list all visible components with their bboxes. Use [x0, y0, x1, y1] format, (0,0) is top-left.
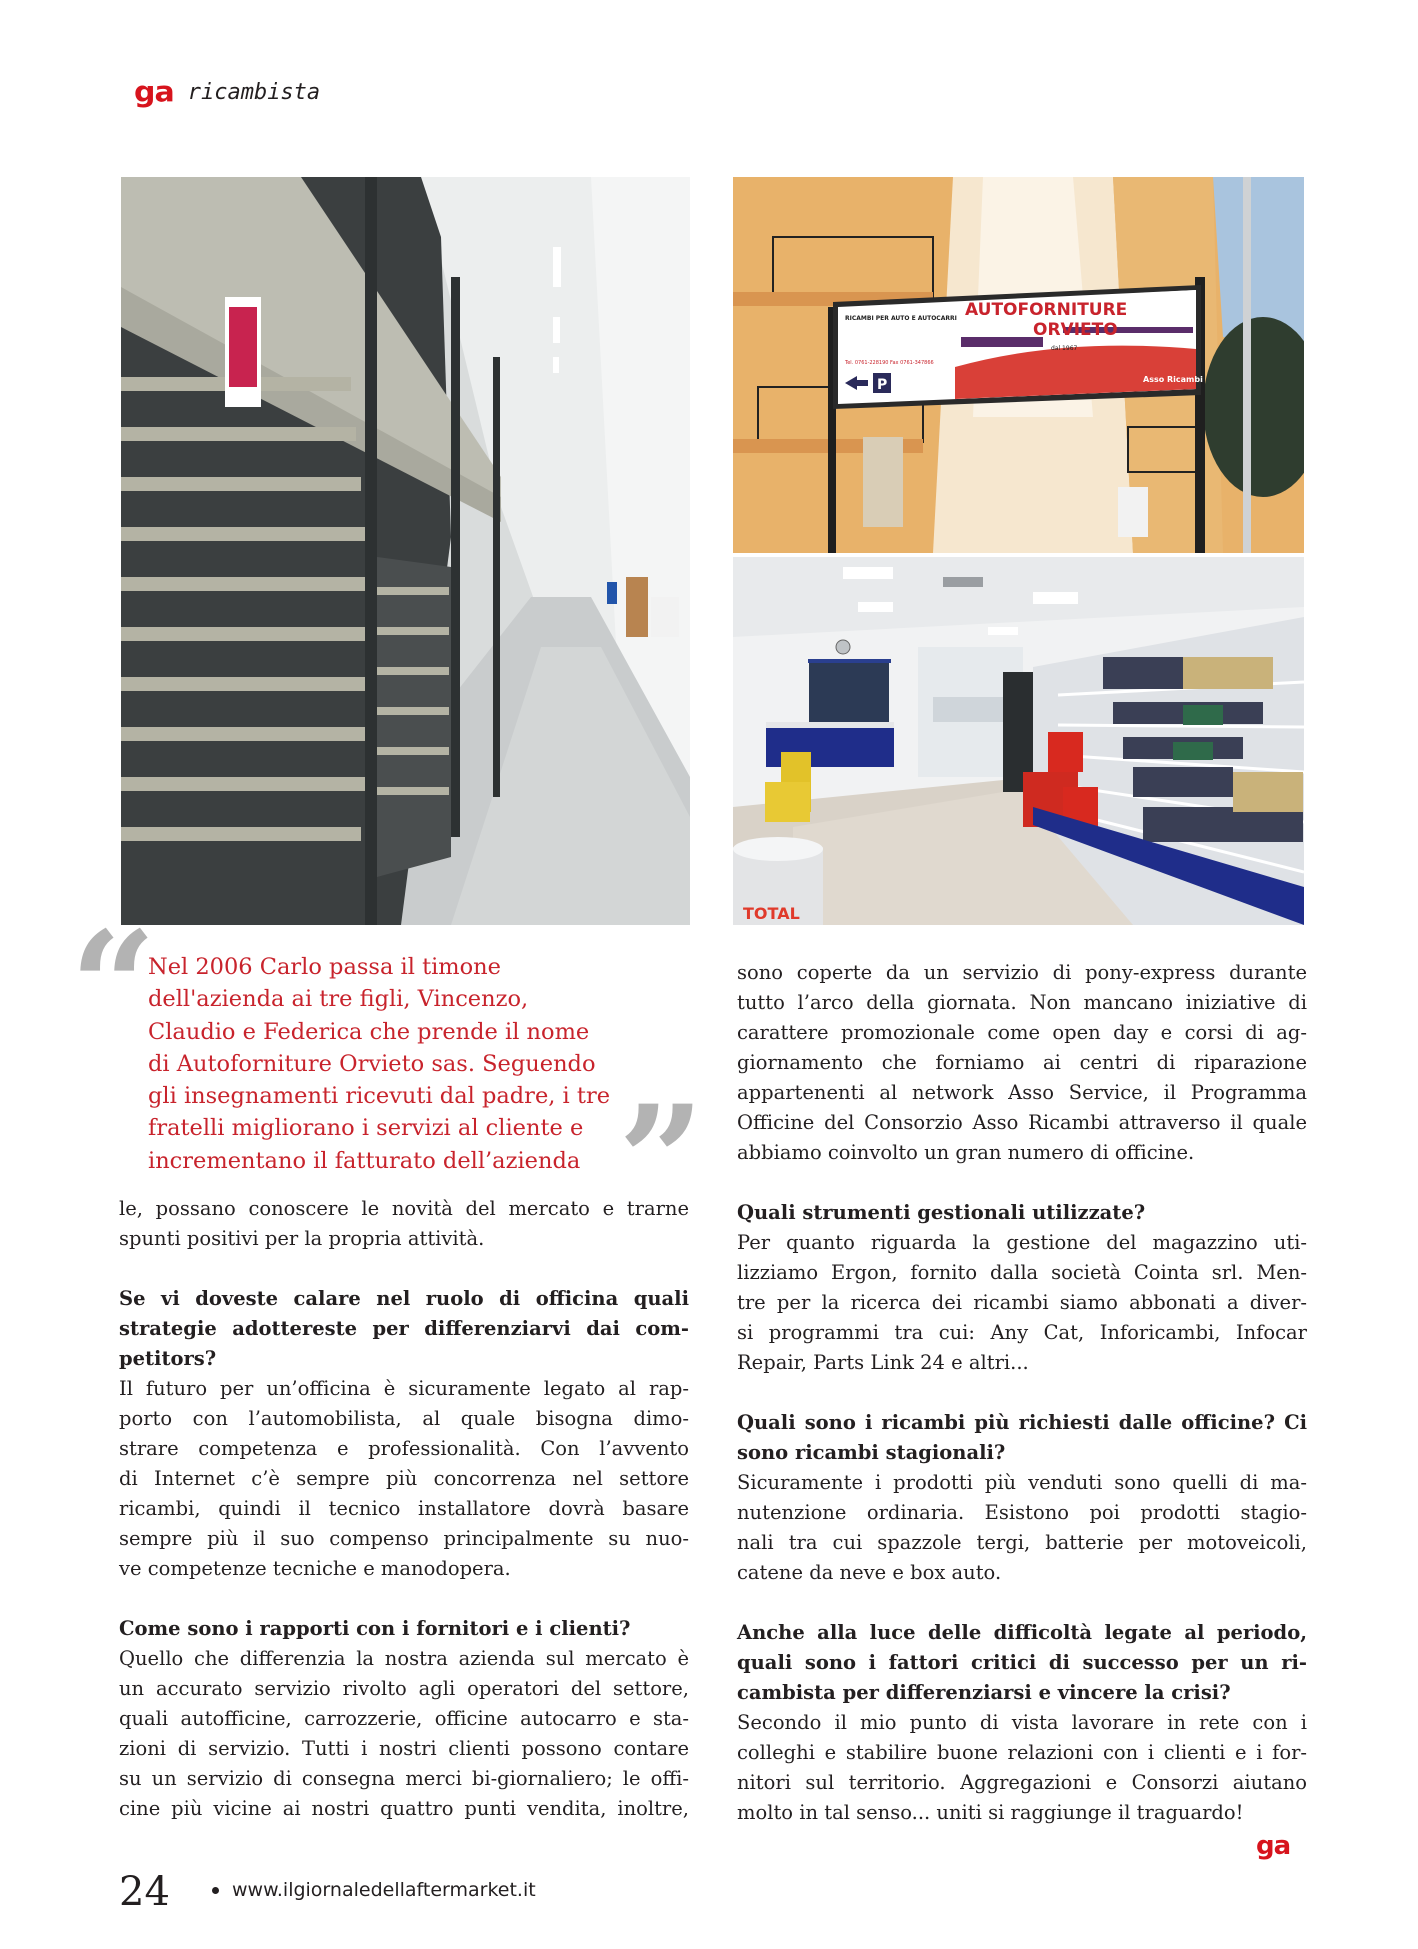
text-line: molto in tal senso... uniti si raggiunge il traguardo!	[737, 1801, 1244, 1824]
interview-answer	[737, 1468, 1307, 1588]
interview-answer	[737, 1708, 1307, 1828]
text-line: Quello che differenzia la nostra azienda sul mercato è	[119, 1647, 689, 1670]
question-line: Quali sono i ricambi più richiesti dalle officine? Ci	[737, 1411, 1307, 1434]
warehouse-photo	[121, 177, 690, 925]
text-line: porto con l’automobilista, al quale bisogna dimo-	[119, 1407, 689, 1430]
question-line: strategie adottereste per differenziarvi dai com-	[119, 1317, 689, 1340]
question-line: quali sono i fattori critici di successo per un ri-	[737, 1651, 1307, 1674]
text-line: colleghi e stabilire buone relazioni con i clienti e i for-	[737, 1741, 1307, 1764]
article-column-right	[737, 958, 1307, 1828]
interview-question	[119, 1614, 689, 1644]
question-line: cambista per differenziarsi e vincere la crisi?	[737, 1681, 1231, 1704]
interview-answer	[119, 1644, 689, 1824]
end-of-article-logo: ga	[1256, 1831, 1291, 1861]
open-quote-mark: “	[70, 899, 157, 1075]
interview-question	[737, 1408, 1307, 1468]
text-line: Per quanto riguarda la gestione del magazzino uti-	[737, 1231, 1307, 1254]
pull-quote-line: Nel 2006 Carlo passa il timone	[148, 954, 501, 980]
sign-network: Asso Ricambi	[1143, 375, 1203, 384]
text-line: quali autofficine, carrozzerie, officine autocarro e sta-	[119, 1707, 689, 1730]
text-line: nali tra cui spazzole tergi, batterie per motoveicoli,	[737, 1531, 1307, 1554]
text-line: nutenzione ordinaria. Esistono poi prodotti stagio-	[737, 1501, 1307, 1524]
sign-since: dal 1967	[1051, 345, 1078, 352]
sign-brand-line1: AUTOFORNITURE	[965, 300, 1128, 320]
storefront-sign-photo	[733, 177, 1304, 553]
pull-quote-line: fratelli migliorano i servizi al cliente e	[148, 1115, 584, 1142]
text-line: Officine del Consorzio Asso Ricambi attraverso il quale	[737, 1111, 1307, 1134]
sign-brand-line2: ORVIETO	[1033, 320, 1118, 340]
website-link[interactable]: www.ilgiornaledellaftermarket.it	[232, 1879, 536, 1901]
interview-question	[737, 1198, 1307, 1228]
text-line: tutto l’arco della giornata. Non mancano iniziative di	[737, 991, 1307, 1014]
text-line: lizziamo Ergon, fornito dalla società Cointa srl. Men-	[737, 1261, 1307, 1284]
text-line: giornamento che forniamo ai centri di riparazione	[737, 1051, 1307, 1074]
text-line: sempre più il suo compenso principalmente su nuo-	[119, 1527, 689, 1550]
pull-quote-line: gli insegnamenti ricevuti dal padre, i tre	[148, 1083, 611, 1110]
text-line: ricambi, quindi il tecnico installatore dovrà basare	[119, 1497, 689, 1520]
close-quote-mark: ”	[618, 1073, 705, 1249]
text-line: catene da neve e box auto.	[737, 1561, 1002, 1584]
text-line: un accurato servizio rivolto agli operatori del settore,	[119, 1677, 689, 1700]
text-line: carattere promozionale come open day e corsi di ag-	[737, 1021, 1307, 1044]
pull-quote-line: di Autoforniture Orvieto sas. Seguendo	[148, 1050, 596, 1077]
interview-question	[737, 1618, 1307, 1708]
magazine-logo: ga	[134, 75, 174, 110]
text-line: di Internet c’è sempre più concorrenza nel settore	[119, 1467, 689, 1490]
store-interior-photo	[733, 557, 1304, 925]
text-line: appartenenti al network Asso Service, il Programma	[737, 1081, 1307, 1104]
question-line: petitors?	[119, 1347, 217, 1370]
sign-left-title: RICAMBI PER AUTO E AUTOCARRI	[845, 315, 957, 322]
bullet-separator	[212, 1887, 219, 1894]
question-line: Quali strumenti gestionali utilizzate?	[737, 1201, 1146, 1224]
text-line: spunti positivi per la propria attività.	[119, 1227, 485, 1250]
question-line: Come sono i rapporti con i fornitori e i clienti?	[119, 1617, 631, 1640]
text-line: su un servizio di consegna merci bi-giornaliero; le offi-	[119, 1767, 689, 1790]
continued-paragraph	[737, 958, 1307, 1168]
text-line: zioni di servizio. Tutti i nostri clienti possono contare	[119, 1737, 689, 1760]
text-line: abbiamo coinvolto un gran numero di officine.	[737, 1141, 1195, 1164]
text-line: nitori sul territorio. Aggregazioni e Consorzi aiutano	[737, 1771, 1307, 1794]
text-line: Repair, Parts Link 24 e altri...	[737, 1351, 1029, 1374]
intro-paragraph	[119, 1194, 689, 1254]
question-line: Se vi doveste calare nel ruolo di officina quali	[119, 1287, 689, 1310]
section-title: ricambista	[187, 80, 321, 105]
text-line: cine più vicine ai nostri quattro punti vendita, inoltre,	[119, 1797, 689, 1820]
interview-question	[119, 1284, 689, 1374]
page-number: 24	[119, 1869, 170, 1915]
question-line: sono ricambi stagionali?	[737, 1441, 1006, 1464]
text-line: ve competenze tecniche e manodopera.	[119, 1557, 511, 1580]
parking-letter: P	[877, 377, 888, 393]
pull-quote-line: Claudio e Federica che prende il nome	[148, 1018, 590, 1045]
text-line: tre per la ricerca dei ricambi siamo abbonati a diver-	[737, 1291, 1307, 1314]
text-line: sono coperte da un servizio di pony-express durante	[737, 961, 1307, 984]
question-line: Anche alla luce delle difficoltà legate al periodo,	[737, 1621, 1307, 1644]
barrel-brand: TOTAL	[743, 904, 800, 923]
pull-quote-line: dell'azienda ai tre figli, Vincenzo,	[148, 986, 529, 1013]
running-header	[134, 75, 321, 110]
text-line: le, possano conoscere le novità del mercato e trarne	[119, 1197, 689, 1220]
pull-quote	[148, 951, 668, 1177]
text-line: Secondo il mio punto di vista lavorare in rete con i	[737, 1711, 1307, 1734]
text-line: Sicuramente i prodotti più venduti sono quelli di ma-	[737, 1471, 1307, 1494]
text-line: strare competenza e professionalità. Con l’avvento	[119, 1437, 689, 1460]
sign-contacts: Tel. 0761-228190 Fax 0761-347866	[845, 360, 934, 366]
interview-answer	[737, 1228, 1307, 1378]
text-line: si programmi tra cui: Any Cat, Inforicambi, Infocar	[737, 1321, 1307, 1344]
pull-quote-line: incrementano il fatturato dell’azienda	[148, 1147, 581, 1174]
interview-answer	[119, 1374, 689, 1584]
article-column-left	[119, 1194, 689, 1824]
text-line: Il futuro per un’officina è sicuramente legato al rap-	[119, 1377, 689, 1400]
